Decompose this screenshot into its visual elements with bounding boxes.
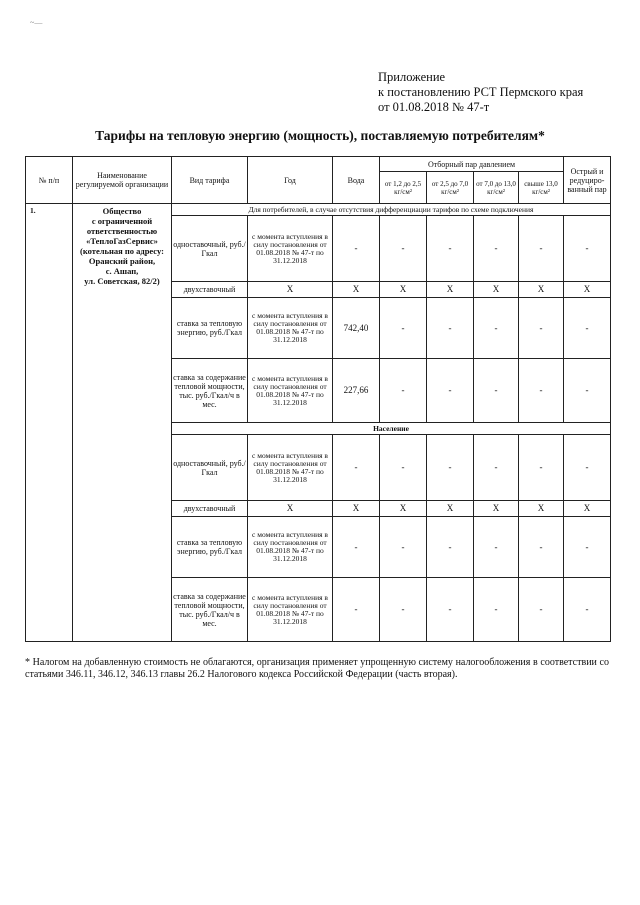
cell-p3: X — [474, 282, 519, 298]
org-line-7: с. Ашап, — [105, 266, 139, 276]
header-pressure-1: от 1,2 до 2,5 кг/см² — [380, 172, 427, 204]
footnote: * Налогом на добавленную стоимость не облагаются, организация применяет упрощенную систему налогообложения в соответствии со статьями 346.11, 346.12, 346.13 главы 26.2 Налогового кодекса Российской Федерации (часть вторая). — [25, 657, 609, 680]
cell-p4: - — [519, 435, 564, 501]
period-cell: с момента вступления в силу постановления от 01.08.2018 № 47-т по 31.12.2018 — [248, 216, 333, 282]
cell-p3: - — [474, 517, 519, 578]
tariff-table — [25, 156, 611, 642]
org-line-1: Общество — [102, 206, 142, 216]
group-header-consumers: Для потребителей, в случае отсутствия дифференциации тарифов по схеме подключения — [172, 204, 611, 216]
cell-sharp: - — [564, 216, 611, 282]
cell-p1: - — [380, 435, 427, 501]
cell-p1: - — [380, 517, 427, 578]
document-title: Тарифы на тепловую энергию (мощность), поставляемую потребителям* — [95, 128, 545, 143]
kind-capacity-rate: ставка за содержание тепловой мощности, тыс. руб./Гкал/ч в мес. — [172, 578, 248, 642]
cell-p4: - — [519, 578, 564, 642]
cell-p1: - — [380, 298, 427, 359]
row-number: 1. — [26, 204, 73, 642]
kind-energy-rate: ставка за тепловую энергию, руб./Гкал — [172, 517, 248, 578]
cell-p1: - — [380, 216, 427, 282]
group-header-population: Население — [172, 423, 611, 435]
period-cell: с момента вступления в силу постановления от 01.08.2018 № 47-т по 31.12.2018 — [248, 298, 333, 359]
cell-year: X — [248, 501, 333, 517]
cell-p2: - — [427, 517, 474, 578]
cell-p2: - — [427, 298, 474, 359]
cell-water: - — [333, 517, 380, 578]
kind-one-rate: одноставочный, руб./Гкал — [172, 216, 248, 282]
org-line-6: Оранский район, — [88, 256, 156, 266]
appendix-line-3: от 01.08.2018 № 47-т — [378, 100, 490, 114]
header-sharp-steam: Острый и редуциро-ванный пар — [564, 157, 611, 204]
cell-p2: X — [427, 282, 474, 298]
kind-two-rate: двухставочный — [172, 501, 248, 517]
org-line-3: ответственностью — [86, 226, 158, 236]
cell-p4: X — [519, 282, 564, 298]
period-cell: с момента вступления в силу постановления от 01.08.2018 № 47-т по 31.12.2018 — [248, 578, 333, 642]
period-cell: с момента вступления в силу постановления от 01.08.2018 № 47-т по 31.12.2018 — [248, 435, 333, 501]
cell-year: X — [248, 282, 333, 298]
cell-sharp: - — [564, 435, 611, 501]
cell-p1: X — [380, 501, 427, 517]
cell-p2: - — [427, 216, 474, 282]
cell-sharp: - — [564, 578, 611, 642]
cell-p1: - — [380, 359, 427, 423]
header-water: Вода — [333, 157, 380, 204]
period-cell: с момента вступления в силу постановления от 01.08.2018 № 47-т по 31.12.2018 — [248, 359, 333, 423]
org-line-5: (котельная по адресу: — [80, 246, 164, 256]
kind-one-rate: одноставочный, руб./Гкал — [172, 435, 248, 501]
header-pressure-4: свыше 13,0 кг/см² — [519, 172, 564, 204]
header-org: Наименование регулируемой организации — [73, 157, 172, 204]
org-line-8: ул. Советская, 82/2) — [84, 276, 160, 286]
cell-p4: X — [519, 501, 564, 517]
org-line-4: «ТеплоГазСервис» — [86, 236, 158, 246]
cell-p4: - — [519, 216, 564, 282]
appendix-line-2: к постановлению РСТ Пермского края — [378, 85, 584, 99]
cell-p3: - — [474, 435, 519, 501]
cell-p1: X — [380, 282, 427, 298]
cell-p3: - — [474, 578, 519, 642]
cell-p1: - — [380, 578, 427, 642]
cell-sharp: X — [564, 501, 611, 517]
cell-p3: X — [474, 501, 519, 517]
cell-sharp: - — [564, 359, 611, 423]
header-steam: Отборный пар давлением — [380, 157, 564, 172]
cell-sharp: - — [564, 517, 611, 578]
period-cell: с момента вступления в силу постановления от 01.08.2018 № 47-т по 31.12.2018 — [248, 517, 333, 578]
kind-two-rate: двухставочный — [172, 282, 248, 298]
corner-mark: ~— — [30, 18, 43, 27]
cell-water: X — [333, 501, 380, 517]
header-num: № п/п — [26, 157, 73, 204]
org-line-2: с ограниченной — [91, 216, 153, 226]
kind-energy-rate: ставка за тепловую энергию, руб./Гкал — [172, 298, 248, 359]
cell-water: - — [333, 578, 380, 642]
cell-p4: - — [519, 517, 564, 578]
cell-sharp: X — [564, 282, 611, 298]
header-kind: Вид тарифа — [172, 157, 248, 204]
cell-p2: X — [427, 501, 474, 517]
cell-p3: - — [474, 359, 519, 423]
cell-water-energy-rate: 742,40 — [333, 298, 380, 359]
cell-water: - — [333, 216, 380, 282]
cell-p4: - — [519, 298, 564, 359]
cell-water: X — [333, 282, 380, 298]
header-pressure-3: от 7,0 до 13,0 кг/см² — [474, 172, 519, 204]
cell-p2: - — [427, 435, 474, 501]
appendix-block — [378, 70, 583, 115]
appendix-line-1: Приложение — [378, 70, 446, 84]
header-year: Год — [248, 157, 333, 204]
cell-water: - — [333, 435, 380, 501]
cell-p3: - — [474, 216, 519, 282]
kind-capacity-rate: ставка за содержание тепловой мощности, тыс. руб./Гкал/ч в мес. — [172, 359, 248, 423]
cell-p3: - — [474, 298, 519, 359]
organization-name — [73, 204, 172, 642]
cell-p2: - — [427, 359, 474, 423]
cell-water-capacity-rate: 227,66 — [333, 359, 380, 423]
cell-p4: - — [519, 359, 564, 423]
cell-p2: - — [427, 578, 474, 642]
cell-sharp: - — [564, 298, 611, 359]
header-pressure-2: от 2,5 до 7,0 кг/см² — [427, 172, 474, 204]
